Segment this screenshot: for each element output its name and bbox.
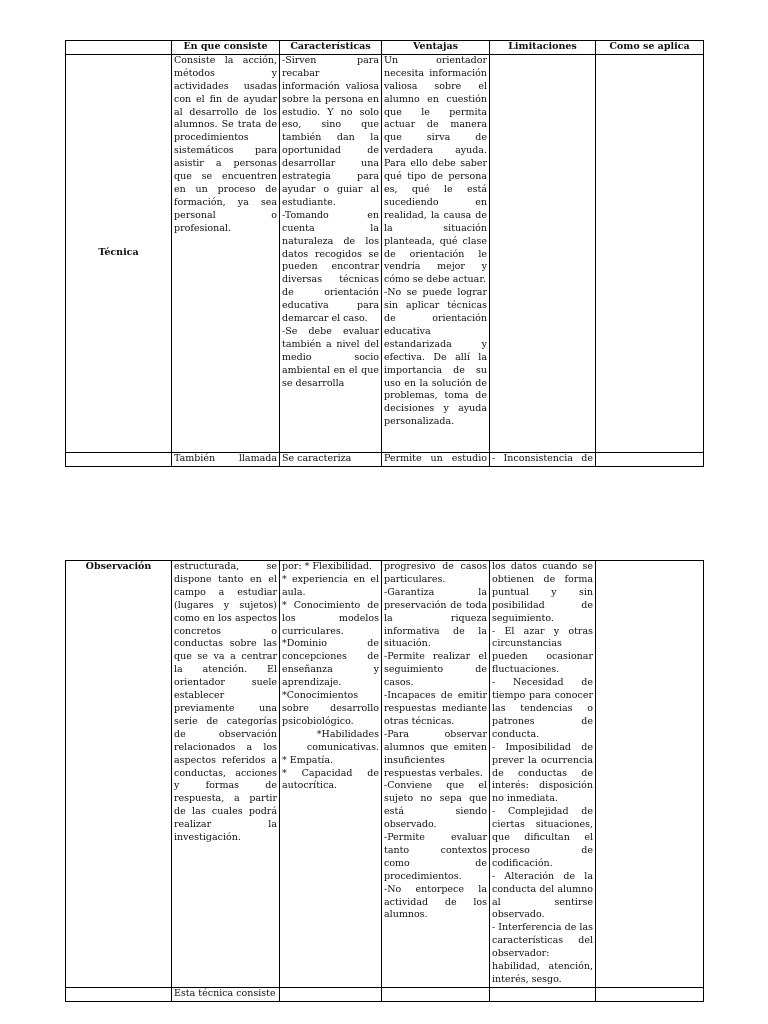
list-item: -Permite evaluar tanto contextos como de procedimientos. xyxy=(384,832,487,882)
header-ventajas: Ventajas xyxy=(382,41,490,55)
list-item: *Habilidades comunicativas. xyxy=(306,728,379,753)
list-item: -No entorpece la actividad de los alumnos. xyxy=(384,883,487,921)
next-limitaciones-cell xyxy=(490,987,596,1001)
tecnica-caracteristicas-cell xyxy=(280,54,382,452)
list-item: -Conviene que el sujeto no sepa que está siendo observado. xyxy=(384,780,487,831)
observacion-ventajas-cell xyxy=(382,561,490,988)
tecnica-consiste-cell: Consiste la acción, métodos y actividades usadas con el fin de ayudar al desarrollo de los alumnos. Se trata de procedimientos sistemáticos para asistir a personas que se encuentren en un proceso de formación, ya sea personal o profesional. xyxy=(172,54,280,452)
header-en-que-consiste: En que consiste xyxy=(172,41,280,55)
table-row-tecnica xyxy=(66,54,704,452)
observacion-caracteristicas-cell xyxy=(280,561,382,988)
obs-start-caracteristicas-cell: Se caracteriza xyxy=(280,452,382,466)
list-item: progresivo de casos particulares. xyxy=(384,561,487,585)
list-item: los datos cuando se obtienen de forma puntual y sin posibilidad de seguimiento. xyxy=(492,561,593,624)
obs-start-aplica-cell xyxy=(596,452,704,466)
list-item: Un orientador necesita información valiosa sobre el alumno en cuestión que le permita actuar de manera que sirva de verdadera ayuda. Para ello debe saber qué tipo de persona es, qué le está sucediendo en realidad, la causa de la situación planteada, qué clase de orientación le vendría mejor y cómo se debe actuar. xyxy=(384,54,487,286)
list-item: - Complejidad de ciertas situaciones, que dificultan el proceso de codificación. xyxy=(492,806,593,869)
obs-start-ventajas-cell: Permite un estudio xyxy=(382,452,490,466)
list-item: - Imposibilidad de prever la ocurrencia de conductas de interés: disposición no inmediata. xyxy=(492,741,593,805)
list-item: * experiencia en el aula. xyxy=(282,573,379,598)
observacion-limitaciones-cell xyxy=(490,561,596,988)
next-caracteristicas-cell xyxy=(280,987,382,1001)
table-row-observacion xyxy=(66,561,704,988)
list-item: - Alteración de la conducta del alumno al sentirse observado. xyxy=(492,870,593,921)
list-item: -Permite realizar el seguimiento de casos. xyxy=(384,651,487,689)
observacion-aplica-cell xyxy=(596,561,704,988)
list-item: -Garantiza la preservación de toda la riqueza informativa de la situación. xyxy=(384,586,487,650)
list-item: -Sirven para recabar información valiosa sobre la persona en estudio. Y no solo eso, sino que también dan la oportunidad de desarrollar una estrategia para ayudar o guiar al estudiante. xyxy=(282,54,379,208)
list-item: -Incapaces de emitir respuestas mediante otras técnicas. xyxy=(384,690,487,727)
table-row-next xyxy=(66,987,704,1001)
header-row xyxy=(66,41,704,55)
list-item: * Conocimiento de los modelos curriculares. xyxy=(282,599,379,637)
tecnica-ventajas-cell xyxy=(382,54,490,452)
list-item: * Empatía. xyxy=(282,754,333,766)
list-item: - Interferencia de las características del observador: habilidad, atención, interés, sesgo. xyxy=(492,922,593,985)
table-page-2 xyxy=(65,560,704,1002)
list-item: -Se debe evaluar también a nivel del medio socio ambiental en el que se desarrolla xyxy=(282,325,379,389)
list-item: *Conocimientos sobre desarrollo psicobiológico. xyxy=(282,690,379,727)
tecnica-limitaciones-cell xyxy=(490,54,596,452)
next-consiste-cell: Esta técnica consiste xyxy=(172,987,280,1001)
table-row-observacion-start xyxy=(66,452,704,466)
header-limitaciones: Limitaciones xyxy=(490,41,596,55)
header-empty xyxy=(66,41,172,55)
list-item: por: * Flexibilidad. xyxy=(282,561,373,572)
obs-start-limitaciones-cell: - Inconsistencia de xyxy=(490,452,596,466)
row-label-tecnica: Técnica xyxy=(66,54,172,452)
tecnica-aplica-cell xyxy=(596,54,704,452)
obs-start-consiste-cell: También llamada xyxy=(172,452,280,466)
observacion-consiste-cell: estructurada, se dispone tanto en el campo a estudiar (lugares y sujetos) como en los aspectos concretos o conductas sobre las que se va a centrar la atención. El orientador suele establecer previamente una serie de categorías de observación relacionados a los aspectos referidos a conductas, acciones y formas de respuesta, a partir de las cuales podrá realizar la investigación. xyxy=(172,561,280,988)
next-aplica-cell xyxy=(596,987,704,1001)
list-item: - El azar y otras circunstancias pueden ocasionar fluctuaciones. xyxy=(492,625,593,676)
list-item: * Capacidad de autocrítica. xyxy=(282,767,379,792)
list-item: -No se puede lograr sin aplicar técnicas de orientación educativa estandarizada y efectiva. De allí la importancia de su uso en la solución de problemas, toma de decisiones y ayuda personalizada. xyxy=(384,287,487,428)
next-ventajas-cell xyxy=(382,987,490,1001)
list-item: -Tomando en cuenta la naturaleza de los datos recogidos se pueden encontrar diversas técnicas de orientación educativa para demarcar el caso. xyxy=(282,209,379,325)
next-label-cell xyxy=(66,987,172,1001)
header-caracteristicas: Características xyxy=(280,41,382,55)
list-item: -Para observar alumnos que emiten insuficientes respuestas verbales. xyxy=(384,728,487,779)
list-item: - Necesidad de tiempo para conocer las tendencias o patrones de conducta. xyxy=(492,677,593,740)
header-como-se-aplica: Como se aplica xyxy=(596,41,704,55)
row-label-observacion: Observación xyxy=(66,561,172,988)
table-page-1 xyxy=(65,40,704,467)
obs-start-label-cell xyxy=(66,452,172,466)
list-item: *Dominio de concepciones de enseñanza y aprendizaje. xyxy=(282,638,379,689)
